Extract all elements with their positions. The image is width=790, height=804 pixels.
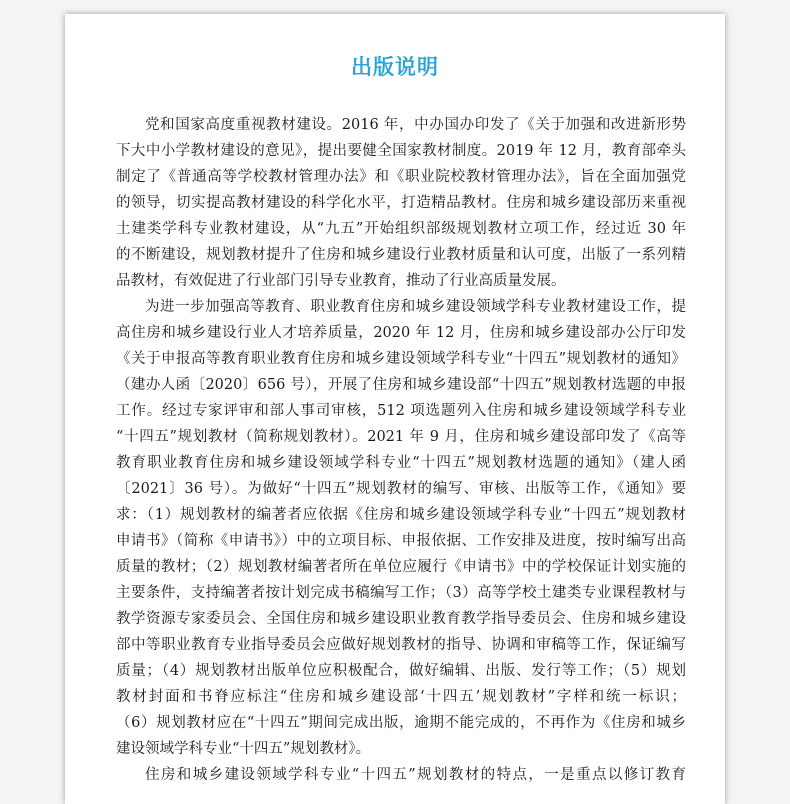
text-line: 下大中小学教材建设的意见》，提出要健全国家教材制度。2019 年 12 月，教育部牵头	[116, 143, 686, 159]
text-line: 质量；（4）规划教材出版单位应积极配合，做好编辑、出版、发行等工作；（5）规划	[116, 663, 686, 679]
text-line: 为进一步加强高等教育、职业教育住房和城乡建设领域学科专业教材建设工作，提	[145, 299, 686, 315]
text-line: “十四五”规划教材（简称规划教材）。2021 年 9 月，住房和城乡建设部印发了《高等	[116, 429, 686, 445]
text-line: （建办人函〔2020〕656 号），开展了住房和城乡建设部“十四五”规划教材选题的申报	[116, 377, 686, 393]
text-line: 〔2021〕36 号）。为做好“十四五”规划教材的编写、审核、出版等工作，《通知》要	[116, 481, 686, 497]
text-line: 住房和城乡建设领域学科专业“十四五”规划教材的特点，一是重点以修订教育	[145, 767, 686, 783]
text-line: 的领导，切实提高教材建设的科学化水平，打造精品教材。住房和城乡建设部历来重视	[116, 195, 686, 211]
text-line: 建设领域学科专业“十四五”规划教材》。	[116, 741, 371, 757]
text-line: 制定了《普通高等学校教材管理办法》和《职业院校教材管理办法》，旨在全面加强党	[116, 169, 686, 185]
page-title: 出版说明	[351, 54, 439, 79]
text-line: 部中等职业教育专业指导委员会应做好规划教材的指导、协调和审稿等工作，保证编写	[116, 637, 686, 653]
text-line: 高住房和城乡建设行业人才培养质量，2020 年 12 月，住房和城乡建设部办公厅印发	[116, 325, 686, 341]
text-line: 教学资源专家委员会、全国住房和城乡建设职业教育教学指导委员会、住房和城乡建设	[116, 611, 686, 627]
text-line: 主要条件，支持编著者按计划完成书稿编写工作；（3）高等学校土建类专业课程教材与	[116, 585, 686, 601]
text-line: 品教材，有效促进了行业部门引导专业教育，推动了行业高质量发展。	[116, 273, 566, 289]
text-line: 教材封面和书脊应标注“住房和城乡建设部‘十四五’规划教材”字样和统一标识；	[116, 689, 686, 705]
text-line: （6）规划教材应在“十四五”期间完成出版，逾期不能完成的，不再作为《住房和城乡	[116, 715, 686, 731]
document-page	[65, 14, 725, 804]
text-line: 申请书》（简称《申请书》）中的立项目标、申报依据、工作安排及进度，按时编写出高	[116, 533, 686, 549]
text-line: 《关于申报高等教育职业教育住房和城乡建设领域学科专业“十四五”规划教材的通知》	[116, 351, 686, 367]
paragraph	[116, 294, 686, 762]
text-line: 质量的教材；（2）规划教材编著者所在单位应履行《申请书》中的学校保证计划实施的	[116, 559, 686, 575]
paragraph	[116, 112, 686, 294]
text-line: 教育职业教育住房和城乡建设领域学科专业“十四五”规划教材选题的通知》（建人函	[116, 455, 686, 471]
text-line: 求：（1）规划教材的编著者应依据《住房和城乡建设领域学科专业“十四五”规划教材	[116, 507, 686, 523]
document-body	[116, 112, 686, 788]
text-line: 工作。经过专家评审和部人事司审核，512 项选题列入住房和城乡建设领域学科专业	[116, 403, 686, 419]
text-line: 土建类学科专业教材建设，从“九五”开始组织部级规划教材立项工作，经过近 30 年	[116, 221, 686, 237]
paragraph	[116, 762, 686, 788]
text-line: 党和国家高度重视教材建设。2016 年，中办国办印发了《关于加强和改进新形势	[145, 117, 686, 133]
text-line: 的不断建设，规划教材提升了住房和城乡建设行业教材质量和认可度，出版了一系列精	[116, 247, 686, 263]
